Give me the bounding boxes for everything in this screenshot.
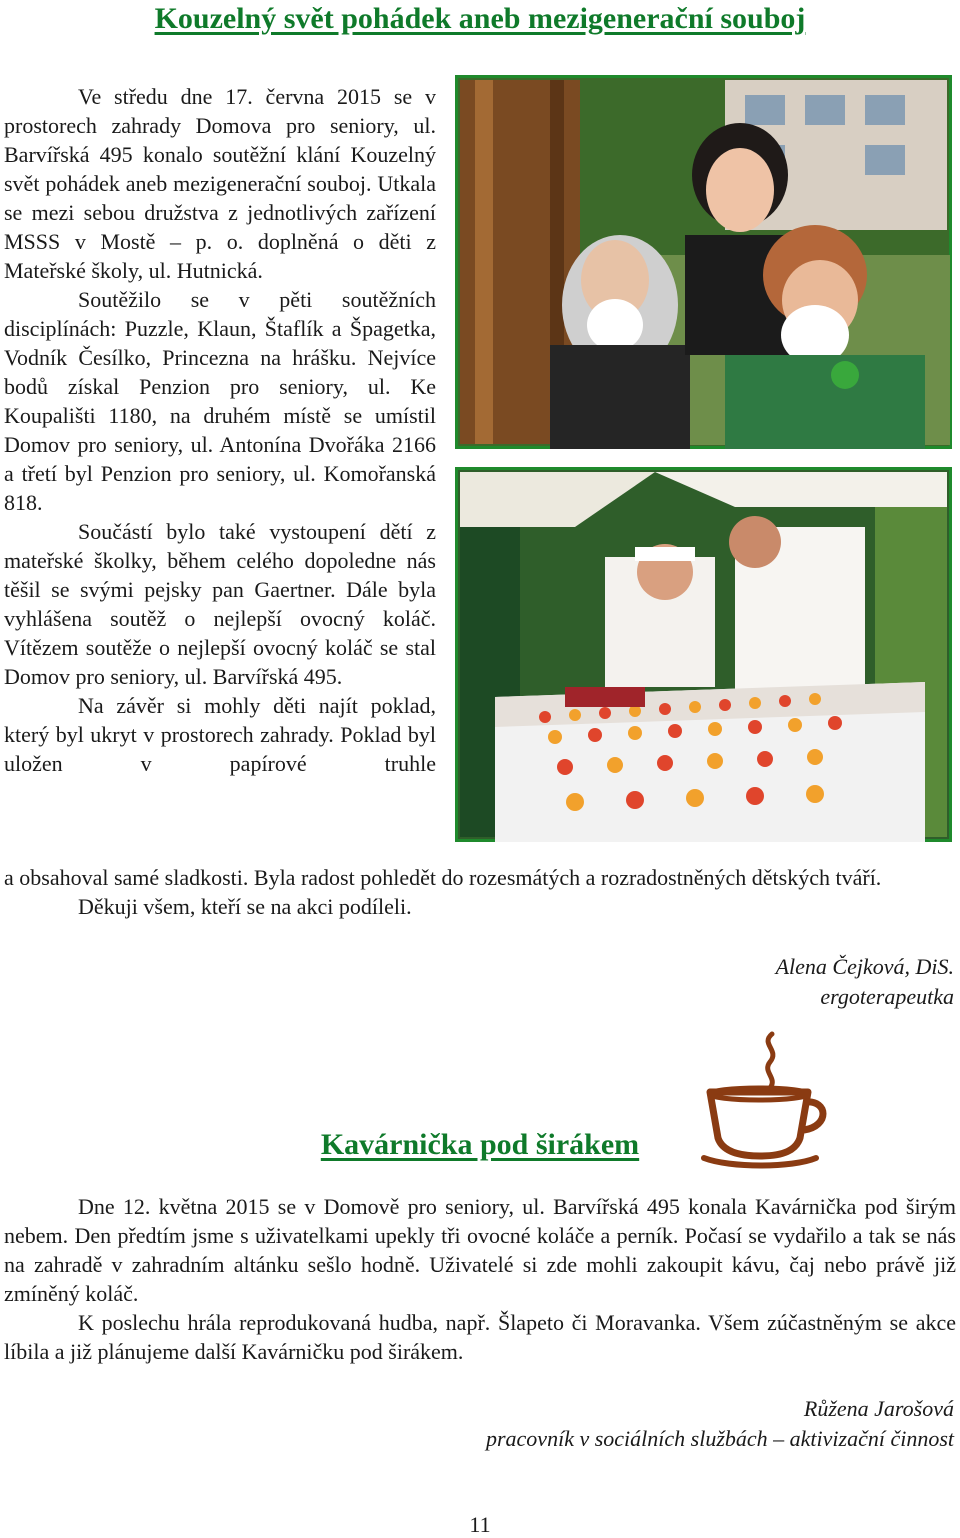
article2-text (4, 1192, 956, 1366)
page-number: 11 (469, 1512, 491, 1537)
article-paragraph: Ve středu dne 17. června 2015 se v prostorech zahrady Domova pro seniory, ul. Barvířská 495 konalo soutěžní klání Kouzelný svět pohádek aneb mezigenerační souboj. Utkala se mezi sebou družstva z jednotlivých zařízení MSSS v Mostě – p. o. doplněná o děti z Mateřské školy, ul. Hutnická. (4, 84, 436, 283)
article-title-2: Kavárnička pod širákem (320, 1128, 640, 1161)
article-paragraph: Soutěžilo se v pěti soutěžních disciplínách: Puzzle, Klaun, Štaflík a Špagetka, Vodník Česílko, Princezna na hrášku. Nejvíce bodů získal Penzion pro seniory, ul. Ke Koupališti 1180, na druhém místě se umístil Domov pro seniory, ul. Antonína Dvořáka 2166 a třetí byl Penzion pro seniory, ul. Komořanská 818. (4, 287, 436, 515)
article-paragraph: a obsahoval samé sladkosti. Byla radost pohledět do rozesmátých a rozradostněných dětských tváří. (4, 865, 882, 890)
article-wide-text (4, 863, 956, 921)
photo-seniors-with-helper (455, 75, 952, 449)
photo-cake-table (455, 467, 952, 842)
article-paragraph: Součástí bylo také vystoupení dětí z mateřské školky, během celého dopoledne nás těšil se svými pejsky pan Gaertner. Dále byla vyhlášena soutěž o nejlepší ovocný koláč. Vítězem soutěže o nejlepší ovocný koláč se stal Domov pro seniory, ul. Barvířská 495. (4, 519, 436, 689)
article-paragraph: Na závěr si mohly děti najít poklad, který byl ukryt v prostorech zahrady. Poklad byl uložen v papírové truhle (4, 693, 436, 776)
author-signature (776, 952, 954, 1012)
article-title: Kouzelný svět pohádek aneb mezigenerační souboj (154, 2, 806, 35)
article2-paragraph: K poslechu hrála reprodukovaná hudba, např. Šlapeto či Moravanka. Všem zúčastněným se akce líbila a již plánujeme další Kavárničku pod širákem. (4, 1310, 956, 1364)
author-signature-2 (486, 1394, 954, 1454)
author-role: ergoterapeutka (820, 984, 954, 1009)
article-column-text (4, 82, 436, 778)
article2-paragraph: Dne 12. května 2015 se v Domově pro seniory, ul. Barvířská 495 konala Kavárnička pod širým nebem. Den předtím jsme s uživatelkami upekly tři ovocné koláče a perník. Počasí se vydařilo a tak se nás na zahradě v zahradním altánku sešlo hodně. Uživatelé si zde mohli zakoupit kávu, čaj nebo právě již zmíněný koláč. (4, 1194, 956, 1306)
thanks-paragraph: Děkuji všem, kteří se na akci podíleli. (78, 894, 412, 919)
author-name-2: Růžena Jarošová (803, 1396, 954, 1421)
author-name: Alena Čejková, DiS. (775, 954, 954, 979)
author-role-2: pracovník v sociálních službách – aktivizační činnost (485, 1426, 954, 1451)
